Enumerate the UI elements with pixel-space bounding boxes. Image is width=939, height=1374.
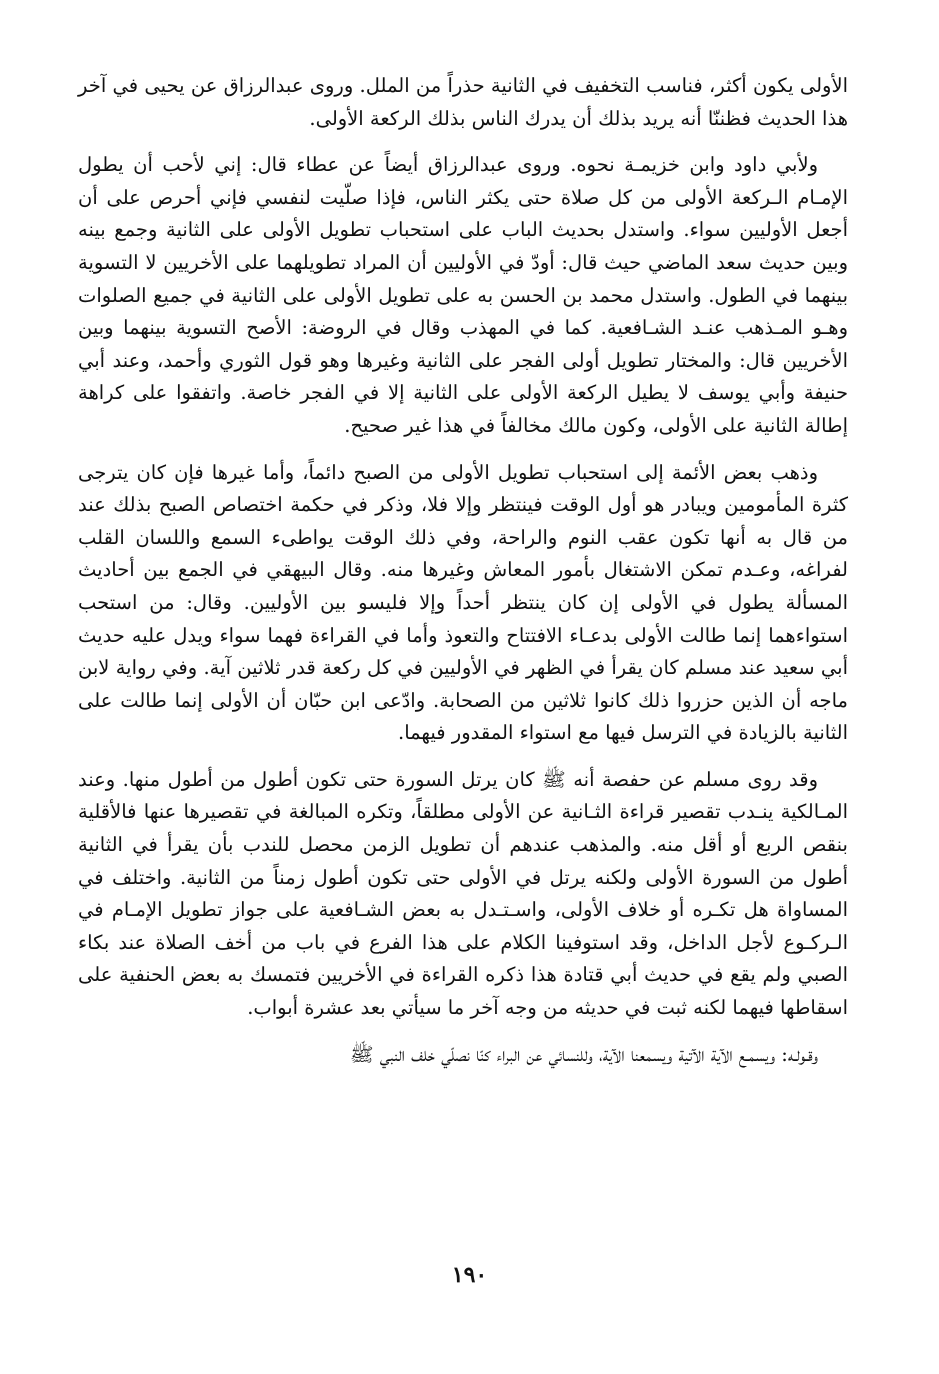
- paragraph-3: وذهب بعض الأئمة إلى استحباب تطويل الأولى من الصبح دائماً، وأما غيرها فإن كان يترجى كثرة المأمومين ويبادر هو أول الوقت فينتظر وإلا فلا، وذكر في حكمة اختصاص الصبح بذلك عند من قال به أنها تكون عقب النوم والراحة، وفي ذلك الوقت يواطىء السمع واللسان القلب لفراغه، وعـدم تمكن الاشتغال بأمور المعاش وغيرها منه. وقال البيهقي في الجمع بين أحاديث المسألة يطول في الأولى إن كان ينتظر أحداً وإلا فليسو بين الأوليين. وقال: من استحب استواءهما إنما طالت الأولى بدعـاء الافتتاح والتعوذ وأما في القراءة فهما سواء ويدل عليه حديث أبي سعيد عند مسلم كان يقرأ في الظهر في الأوليين في كل ركعة قدر ثلاثين آية. وفي رواية لابن ماجه أن الذين حزروا ذلك كانوا ثلاثين من الصحابة. وادّعى ابن حبّان أن الأولى إنما طالت على الثانية بالزيادة في الترسل فيها مع استواء المقدور فيهما.: [78, 460, 848, 745]
- paragraph-1: الأولى يكون أكثر، فناسب التخفيف في الثانية حذراً من الملل. وروى عبدالرزاق عن يحيى في آخر هذا الحديث فظننّا أنه يريد بذلك أن يدرك الناس بذلك الركعة الأولى.: [78, 74, 848, 130]
- paragraph-5: وقـولـه: ويسمـع الآية الآتية ويسمعنا الآية، وللنسائي عن البراء كنّا نصلّي خلف النبي ﷺ: [350, 1042, 818, 1066]
- body-text: [78, 70, 848, 1071]
- page-number: ١٩٠: [451, 1262, 488, 1288]
- paragraph-4: وقد روى مسلم عن حفصة أنه ﷺ كان يرتل السورة حتى تكون أطول من أطول منها. وعند المـالكية ينـدب تقصير قراءة الثـانية عن الأولى مطلقاً، وتكره المبالغة في تقصيرها عنها فالأقلية بنقص الربع أو أقل منه. والمذهب عندهم أن تطويل الزمن محصل للندب بأن يقرأ في الثانية أطول من السورة الأولى ولكنه يرتل في الأولى حتى تكون أطول زمناً من الثانية. واختلف في المساواة هل تكـره أو خلاف الأولى، واسـتـدل به بعض الشـافعية على جواز تطويل الإمـام في الـركـوع لأجل الداخل، وقد استوفينا الكلام على هذا الفرع في باب من أخف الصلاة عند بكاء الصبي ولم يقع في حديث أبي قتادة هذا ذكره القراءة في الأخريين فتمسك به بعض الحنفية على اسقاطها فيهما لكنه ثبت في حديثه من وجه آخر ما سيأتي بعد عشرة أبواب.: [78, 767, 848, 1020]
- paragraph-2: ولأبي داود وابن خزيمـة نحوه. وروى عبدالرزاق أيضاً عن عطاء قال: إني لأحب أن يطول الإمـام الـركعة الأولى من كل صلاة حتى يكثر الناس، فإذا صلّيت لنفسي فإني أحرص على أن أجعل الأوليين سواء. واستدل بحديث الباب على استحباب تطويل الأولى على الثانية وجمع بينه وبين حديث سعد الماضي حيث قال: أودّ في الأوليين أن المراد تطويلهما على الأخريين لا التسوية بينهما في الطول. واستدل محمد بن الحسن به على تطويل الأولى على الثانية في جميع الصلوات وهـو المـذهب عنـد الشـافعية. كما في المهذب وقال في الروضة: الأصح التسوية بينهما وبين الأخريين قال: والمختار تطويل أولى الفجر على الثانية وغيرها وهو قول الثوري وأحمد، وعند أبي حنيفة وأبي يوسف لا يطيل الركعة الأولى على الثانية إلا في الفجر خاصة. واتفقوا على كراهة إطالة الثانية على الأولى، وكون مالك مخالفاً في هذا غير صحيح.: [78, 153, 848, 437]
